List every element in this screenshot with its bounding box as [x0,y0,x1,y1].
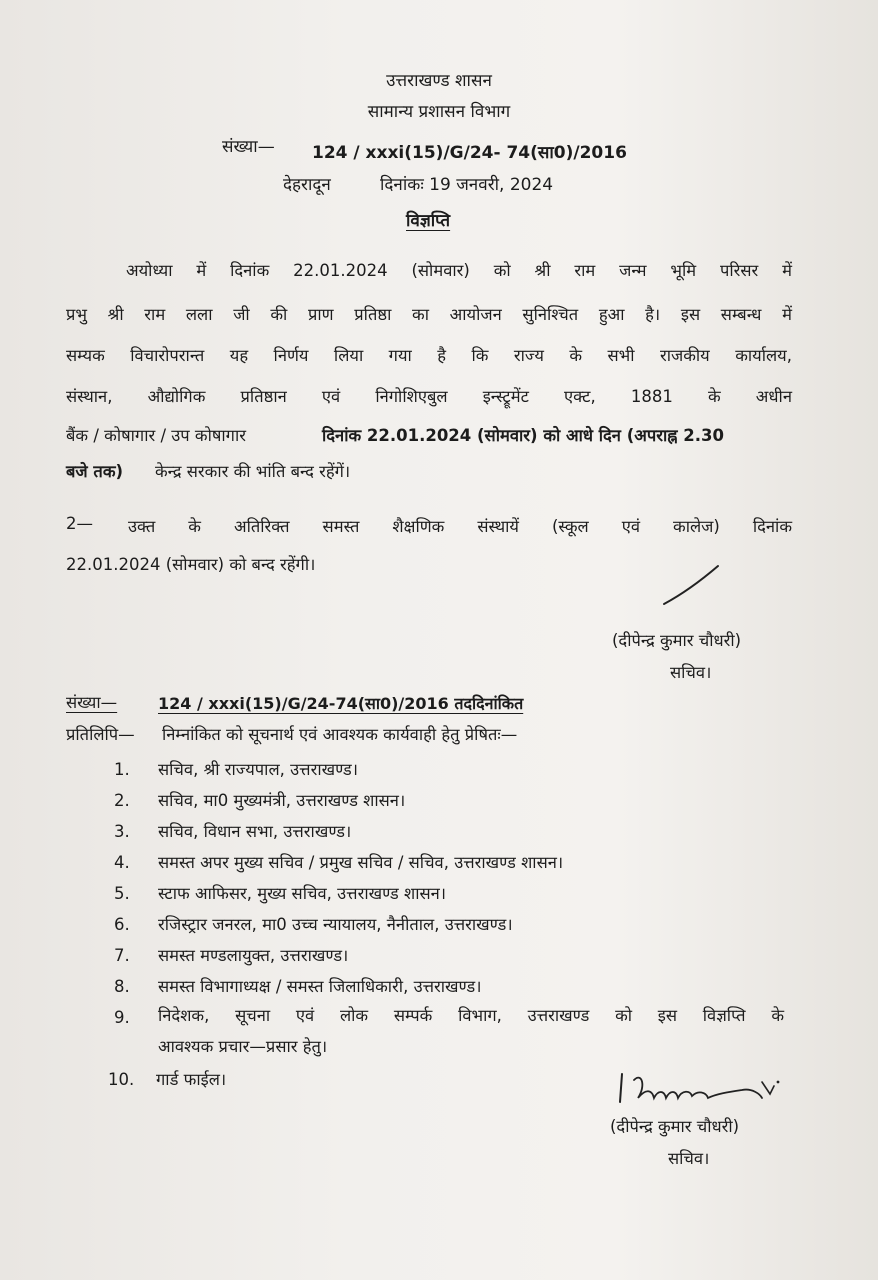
number-label: संख्या— [222,137,275,157]
p1-line: प्रभु श्री राम लला जी की प्राण प्रतिष्ठा का आयोजन सुनिश्चित हुआ है। इस सम्बन्ध में [66,305,792,324]
p1-line: अयोध्या में दिनांक 22.01.2024 (सोमवार) को श्री राम जन्म भूमि परिसर में [126,261,792,280]
copy-number-value: 124 / xxxi(15)/G/24-74(सा0)/2016 तददिनांकित [158,694,524,713]
list-item-number: 6. [114,915,130,934]
number-value: 124 / xxxi(15)/G/24- 74(सा0)/2016 [312,143,627,163]
list-item: समस्त विभागाध्यक्ष / समस्त जिलाधिकारी, उत्तराखण्ड। [158,977,482,996]
p1-line6-bold: बजे तक) [66,462,124,481]
list-item-number: 4. [114,853,130,872]
list-item: समस्त अपर मुख्य सचिव / प्रमुख सचिव / सचिव, उत्तराखण्ड शासन। [158,853,564,872]
list-item: सचिव, मा0 मुख्यमंत्री, उत्तराखण्ड शासन। [158,791,406,810]
signatory-designation: सचिव। [668,1149,710,1168]
list-item: गार्ड फाईल। [156,1070,227,1089]
notice-date: दिनांकः 19 जनवरी, 2024 [380,175,554,195]
p2-line: उक्त के अतिरिक्त समस्त शैक्षणिक संस्थायें (स्कूल एवं कालेज) दिनांक [128,517,792,536]
list-item-number: 10. [108,1070,135,1089]
list-item-number: 2. [114,791,130,810]
signature-mark [660,560,730,610]
p2-number: 2— [66,514,93,533]
p2-line: 22.01.2024 (सोमवार) को बन्द रहेंगी। [66,555,316,574]
signatory-name: (दीपेन्द्र कुमार चौधरी) [610,1117,740,1136]
list-item-number: 9. [114,1008,130,1027]
list-item-number: 5. [114,884,130,903]
list-item-number: 7. [114,946,130,965]
government-name: उत्तराखण्ड शासन [386,71,492,91]
p1-line5-bold: दिनांक 22.01.2024 (सोमवार) को आधे दिन (अपराह्न 2.30 [322,426,724,445]
handwritten-signature [612,1068,787,1113]
p1-line6-normal: केन्द्र सरकार की भांति बन्द रहेंगें। [155,462,351,481]
list-item-number: 3. [114,822,130,841]
list-item: समस्त मण्डलायुक्त, उत्तराखण्ड। [158,946,349,965]
p1-line: संस्थान, औद्योगिक प्रतिष्ठान एवं निगोशिएबुल इन्स्ट्रूमेंट एक्ट, 1881 के अधीन [66,387,792,406]
place-name: देहरादून [283,175,331,195]
notice-title: विज्ञप्ति [406,211,451,231]
copy-number-label: संख्या— [66,693,118,712]
cc-label: प्रतिलिपि— [66,725,135,744]
list-item-number: 8. [114,977,130,996]
list-item: सचिव, श्री राज्यपाल, उत्तराखण्ड। [158,760,359,779]
list-item-continuation: आवश्यक प्रचार—प्रसार हेतु। [158,1037,328,1056]
p1-line: सम्यक विचारोपरान्त यह निर्णय लिया गया है कि राज्य के सभी राजकीय कार्यालय, [66,346,792,365]
list-item: सचिव, विधान सभा, उत्तराखण्ड। [158,822,352,841]
list-item: निदेशक, सूचना एवं लोक सम्पर्क विभाग, उत्तराखण्ड को इस विज्ञप्ति के [158,1006,784,1025]
p1-line5-normal: बैंक / कोषागार / उप कोषागार [66,426,246,445]
cc-text: निम्नांकित को सूचनार्थ एवं आवश्यक कार्यवाही हेतु प्रेषितः— [162,725,518,744]
list-item: रजिस्ट्रार जनरल, मा0 उच्च न्यायालय, नैनीताल, उत्तराखण्ड। [158,915,513,934]
list-item-number: 1. [114,760,130,779]
list-item: स्टाफ आफिसर, मुख्य सचिव, उत्तराखण्ड शासन। [158,884,447,903]
signatory-name: (दीपेन्द्र कुमार चौधरी) [612,631,742,650]
signatory-designation: सचिव। [670,663,712,682]
department-name: सामान्य प्रशासन विभाग [367,102,511,122]
